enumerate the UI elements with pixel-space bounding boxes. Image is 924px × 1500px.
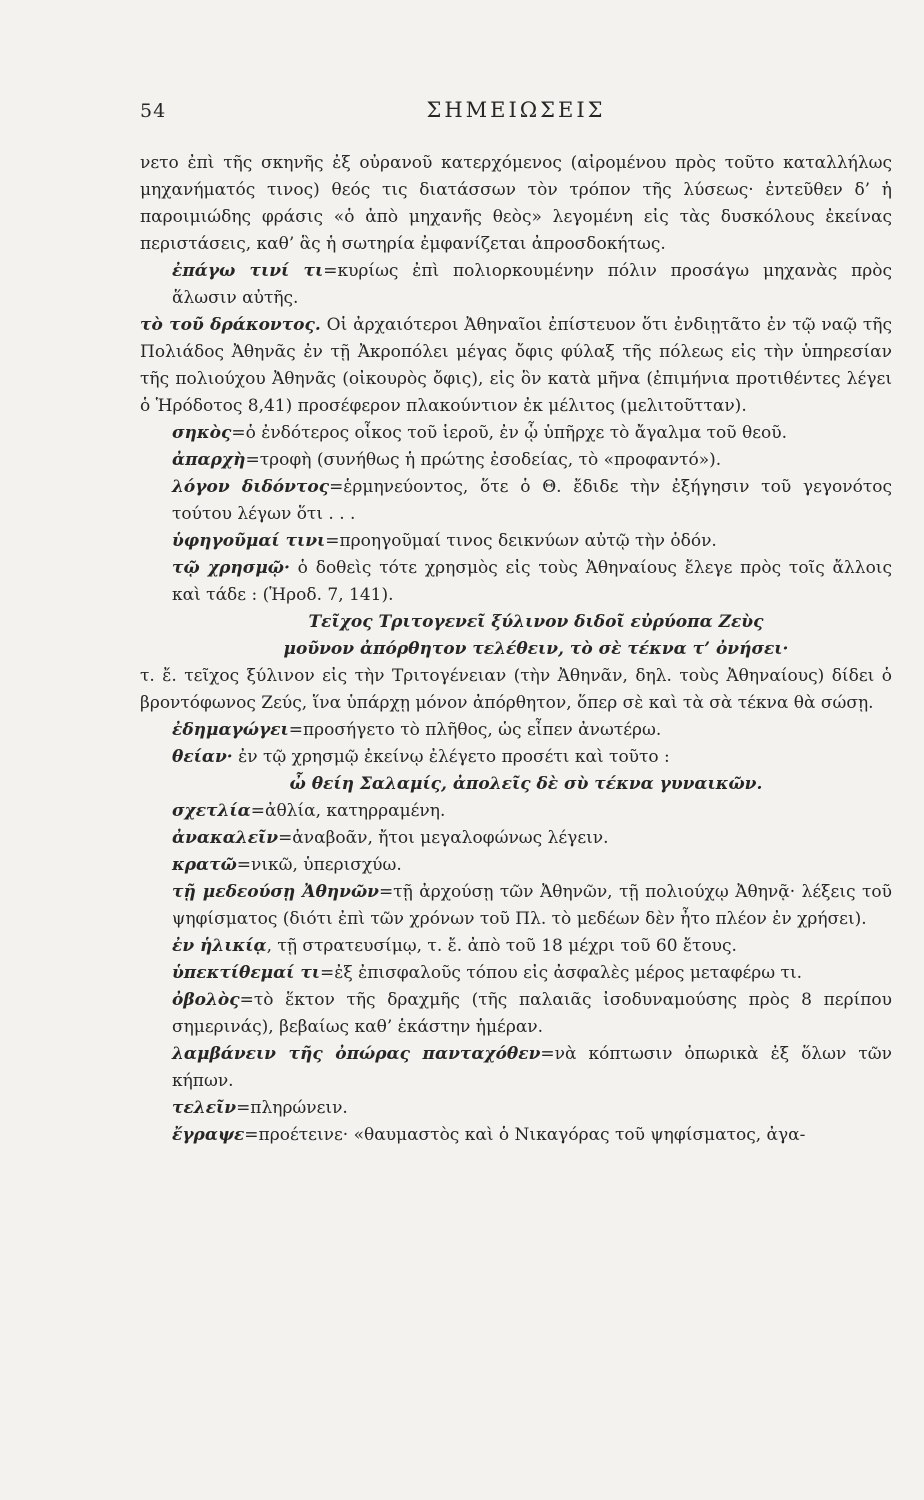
note-text: =νὰ κόπτωσιν ὀπωρικὰ ἐξ ὅλων τῶν κήπων. [172,1044,892,1091]
note-lemma: θείαν· [172,747,233,767]
note-entry [140,960,892,987]
note-lemma: ἀπαρχὴ [172,450,246,470]
note-entry [140,420,892,447]
note-entry [140,258,892,312]
note-text: νετο ἐπὶ τῆς σκηνῆς ἐξ οὐρανοῦ κατερχόμενος (αἰρομένου πρὸς τοῦτο καταλλήλως μηχανήματός τινος) θεός τις διατάσσων τὸν τρόπον τῆς λύσεως· ἐντεῦθεν δ’ ἡ παροιμιώδης φράσις «ὁ ἀπὸ μηχανῆς θεὸς» λεγομένη εἰς τὰς δυσκόλους ἐκείνας περιστάσεις, καθ’ ἃς ἡ σωτηρία ἐμφανίζεται ἀπροσδοκήτως. [140,153,892,254]
note-lemma: ἔγραψε [172,1125,245,1145]
note-text: =τροφὴ (συνήθως ἡ πρώτης ἐσοδείας, τὸ «προφαντό»). [245,450,722,470]
note-text: =ὁ ἐνδότερος οἶκος τοῦ ἱεροῦ, ἐν ᾧ ὑπῆρχε τὸ ἄγαλμα τοῦ θεοῦ. [231,423,787,443]
note-text: =τὸ ἕκτον τῆς δραχμῆς (τῆς παλαιᾶς ἰσοδυναμούσης πρὸς 8 περίπου σημερινάς), βεβαίως καθ’ ἑκάστην ἡμέραν. [172,990,892,1037]
note-text: =τῇ ἀρχούσῃ τῶν Ἀθηνῶν, τῇ πολιούχῳ Ἀθηνᾷ· λέξεις τοῦ ψηφίσματος (διότι ἐπὶ τῶν χρόνων τοῦ Πλ. τὸ μεδέων δὲν ἦτο πλέον ἐν χρήσει). [172,882,892,929]
note-text: ὁ δοθεὶς τότε χρησμὸς εἰς τοὺς Ἀθηναίους ἔλεγε πρὸς τοῖς ἄλλοις καὶ τάδε : (Ἡροδ. 7, 141). [172,558,892,605]
note-lemma: ἐπάγω τινί τι [172,261,324,281]
note-entry [140,150,892,258]
note-lemma: τελεῖν [172,1098,237,1118]
note-lemma: σηκὸς [172,423,232,443]
note-entry [140,555,892,609]
note-text: =ἀθλία, κατηρραμένη. [250,801,446,821]
note-text: Οἱ ἀρχαιότεροι Ἀθηναῖοι ἐπίστευον ὅτι ἐνδιῃτᾶτο ἐν τῷ ναῷ τῆς Πολιάδος Ἀθηνᾶς ἐν τῇ Ἀκροπόλει μέγας ὄφις φύλαξ τῆς πόλεως εἰς τὴν ὑπηρεσίαν τῆς πολιούχου Ἀθηνᾶς (οἰκουρὸς ὄφις), εἰς ὃν κατὰ μῆνα (ἐπιμήνια προτιθέντες λέγει ὁ Ἡρόδοτος 8,41) προσέφερον πλακούντιον ἐκ μέλιτος (μελιτοῦτταν). [140,315,893,416]
note-entry [140,879,892,933]
note-text: =ἐξ ἐπισφαλοῦς τόπου εἰς ἀσφαλὲς μέρος μεταφέρω τι. [320,963,803,983]
note-lemma: ὀβολὸς [172,990,240,1010]
note-entry [140,1122,892,1149]
note-entry [140,1095,892,1122]
note-text: =κυρίως ἐπὶ πολιορκουμένην πόλιν προσάγω μηχανὰς πρὸς ἅλωσιν αὐτῆς. [172,261,892,308]
note-entry [140,798,892,825]
note-text: =ἑρμηνεύοντος, ὅτε ὁ Θ. ἔδιδε τὴν ἐξήγησιν τοῦ γεγονότος τούτου λέγων ὅτι . . . [172,477,893,524]
note-lemma: τῷ χρησμῷ· [172,558,290,578]
oracle-verse-line: ὦ θείη Σαλαμίς, ἀπολεῖς δὲ σὺ τέκνα γυναικῶν. [289,774,763,794]
oracle-verse-line: μοῦνον ἀπόρθητον τελέθειν, τὸ σὲ τέκνα τ’ ὀνήσει· [283,639,789,659]
note-lemma: ὑφηγοῦμαί τινι [172,531,326,551]
note-lemma: τῇ μεδεούσῃ Ἀθηνῶν [172,882,379,902]
note-text: =προηγοῦμαί τινος δεικνύων αὐτῷ τὴν ὁδόν. [325,531,717,551]
note-lemma: λόγον διδόντος [172,477,330,497]
note-text: , τῇ στρατευσίμῳ, τ. ἔ. ἀπὸ τοῦ 18 μέχρι τοῦ 60 ἔτους. [266,936,737,956]
note-entry [140,933,892,960]
note-lemma: κρατῶ [172,855,237,875]
note-text: =πληρώνειν. [236,1098,348,1118]
note-entry [140,528,892,555]
note-lemma: λαμβάνειν τῆς ὀπώρας πανταχόθεν [172,1044,541,1064]
note-entry [140,1041,892,1095]
note-text: =προσήγετο τὸ πλῆθος, ὡς εἶπεν ἀνωτέρω. [288,720,662,740]
note-text: ἐν τῷ χρησμῷ ἐκείνῳ ἐλέγετο προσέτι καὶ τοῦτο : [232,747,670,767]
note-lemma: τὸ τοῦ δράκοντος. [140,315,321,335]
note-lemma: ἀνακαλεῖν [172,828,279,848]
note-text: =ἀναβοᾶν, ἤτοι μεγαλοφώνως λέγειν. [278,828,609,848]
note-entry [140,474,892,528]
note-lemma: ἐδημαγώγει [172,720,289,740]
note-entry [140,312,892,420]
note-lemma: ὑπεκτίθεμαί τι [172,963,320,983]
note-entry [140,744,892,771]
note-text: =νικῶ, ὑπερισχύω. [236,855,402,875]
page-number: 54 [140,100,167,122]
note-entry [140,987,892,1041]
verse-gloss: τ. ἔ. τεῖχος ξύλινον εἰς τὴν Τριτογένειαν (τὴν Ἀθηνᾶν, δηλ. τοὺς Ἀθηναίους) δίδει ὁ βροντόφωνος Ζεύς, ἵνα ὑπάρχῃ μόνον ἀπόρθητον, ὅπερ σὲ καὶ τὰ σὰ τέκνα θὰ σώσῃ. [140,666,892,713]
note-text: =προέτεινε· «θαυμαστὸς καὶ ὁ Νικαγόρας τοῦ ψηφίσματος, ἀγα- [244,1125,806,1145]
note-entry [140,825,892,852]
notes-body [140,150,892,1149]
running-title: ΣΗΜΕΙΩΣΕΙΣ [426,98,606,122]
note-entry [140,852,892,879]
note-entry [140,447,892,474]
page-header [140,98,892,134]
note-lemma: σχετλία [172,801,251,821]
oracle-verse-line: Τεῖχος Τριτογενεῖ ξύλινον διδοῖ εὐρύοπα Ζεὺς [308,612,764,632]
note-entry [140,717,892,744]
note-lemma: ἐν ἡλικίᾳ [172,936,267,956]
